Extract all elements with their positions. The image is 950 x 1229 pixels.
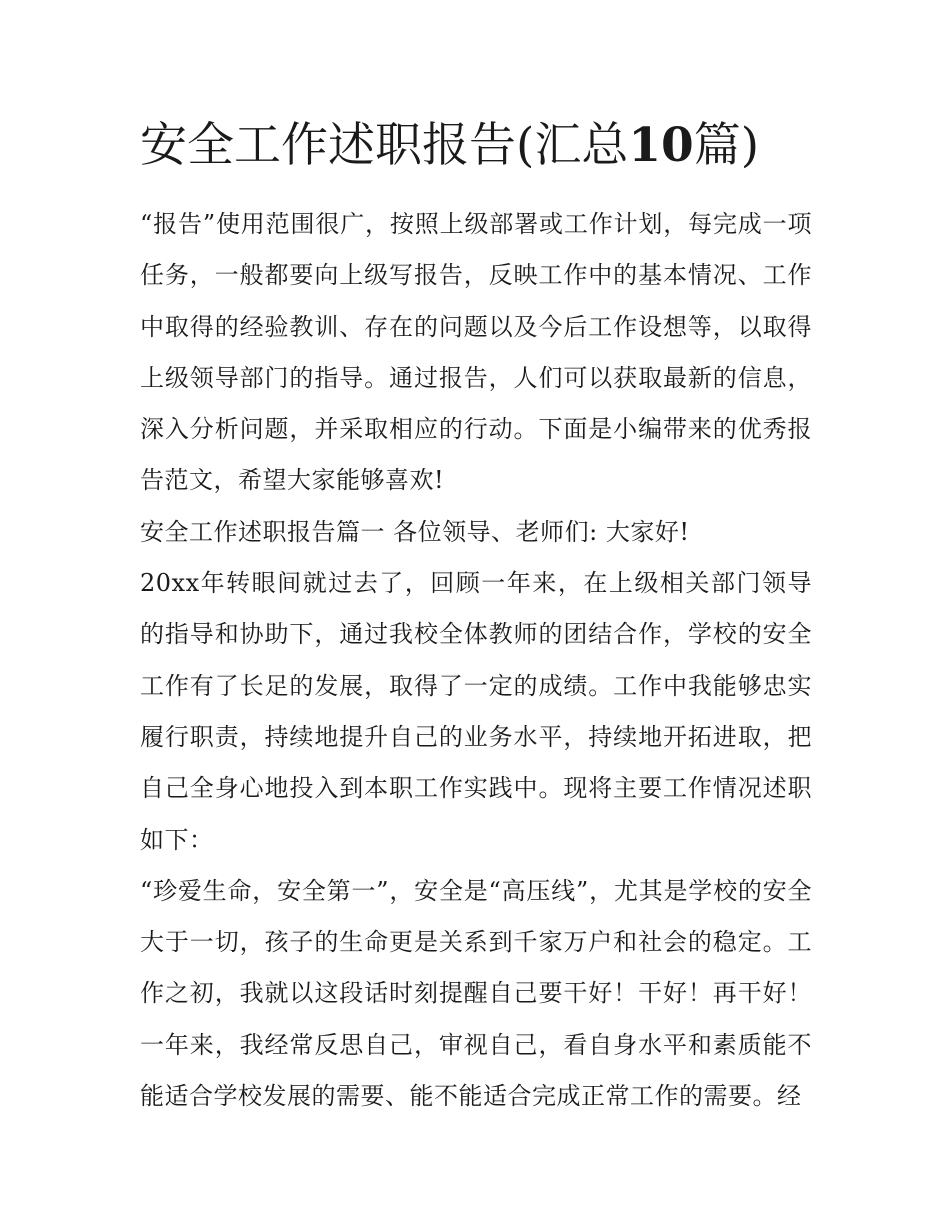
section-heading-paragraph: 安全工作述职报告篇一 各位领导、老师们: 大家好!	[140, 517, 690, 546]
body-paragraph: 20xx年转眼间就过去了，回顾一年来，在上级相关部门领导的指导和协助下，通过我校全体教师的团结合作，学校的安全工作有了长足的发展，取得了一定的成绩。工作中我能够忠实履行职责，持续地提升自己的业务水平，持续地开拓进取，把自己全身心地投入到本职工作实践中。现将主要工作情况述职如下：	[140, 569, 812, 854]
intro-paragraph: “报告”使用范围很广，按照上级部署或工作计划，每完成一项任务，一般都要向上级写报告，反映工作中的基本情况、工作中取得的经验教训、存在的问题以及今后工作设想等，以取得上级领导部门的指导。通过报告，人们可以获取最新的信息，深入分析问题，并采取相应的行动。下面是小编带来的优秀报告范文，希望大家能够喜欢!	[140, 210, 812, 495]
title-number: 10	[628, 118, 694, 173]
title-prefix: 安全工作述职报告(汇总	[140, 118, 629, 173]
title-suffix: 篇)	[693, 118, 760, 173]
document-body	[140, 199, 812, 1122]
body-paragraph: “珍爱生命，安全第一”，安全是“高压线”，尤其是学校的安全大于一切，孩子的生命更是关系到千家万户和社会的稳定。工作之初，我就以这段话时刻提醒自己要干好！干好！再干好！一年来，我经常反思自己，审视自己，看自身水平和素质能不能适合学校发展的需要、能不能适合完成正常工作的需要。经	[140, 876, 812, 1111]
document-title	[140, 114, 840, 178]
